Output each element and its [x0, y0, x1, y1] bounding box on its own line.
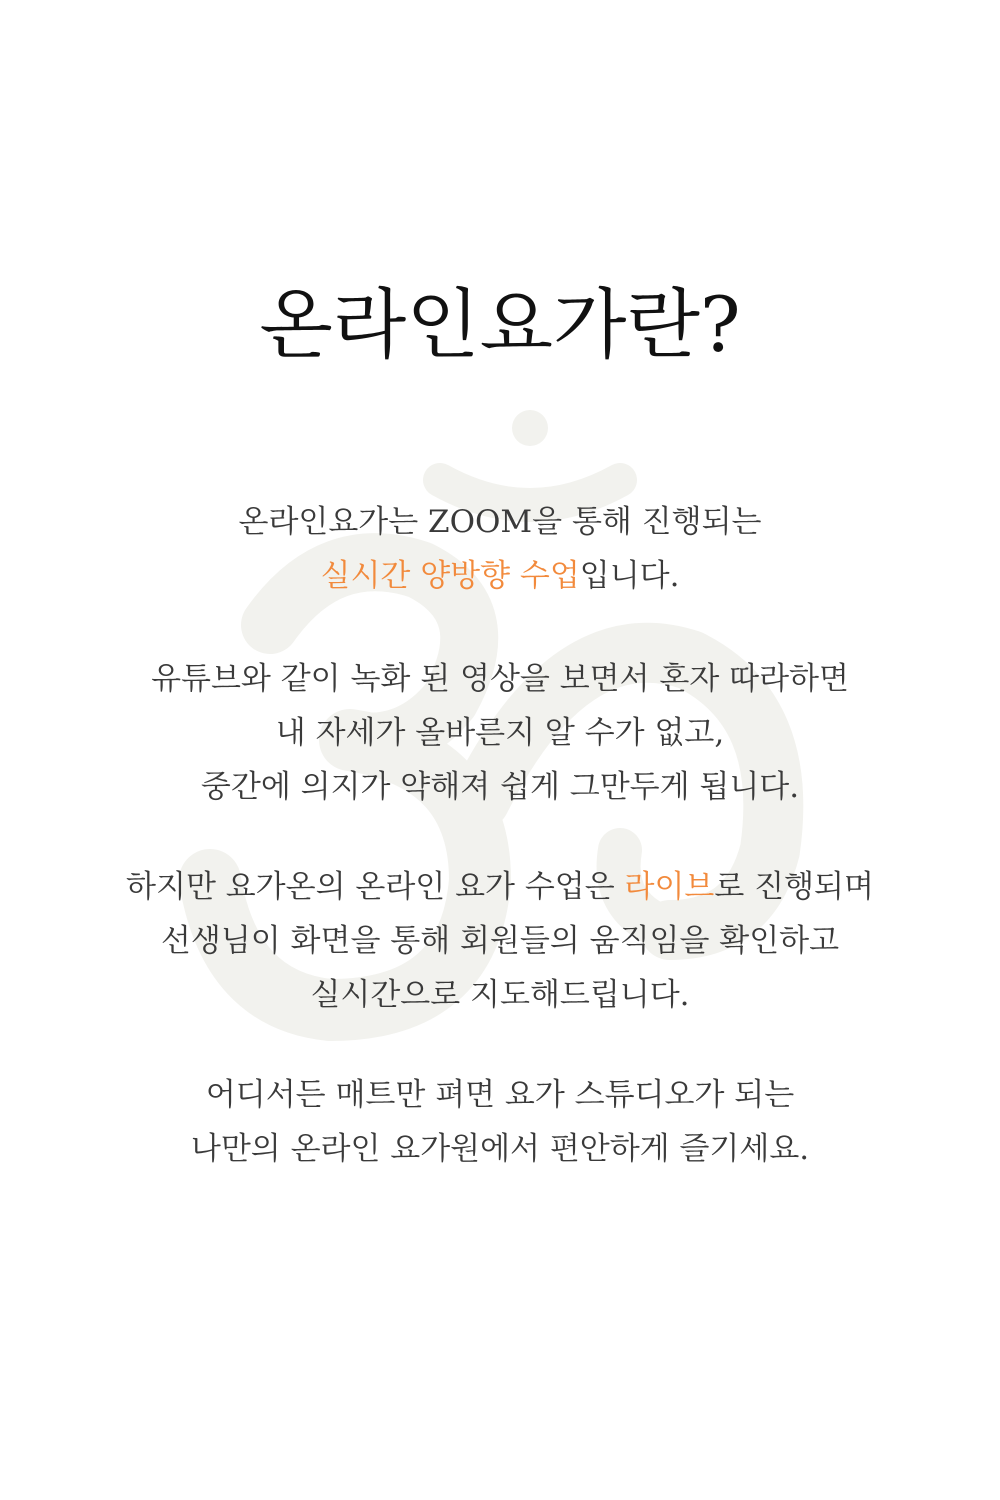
solution-line-2: 선생님이 화면을 통해 회원들의 움직임을 확인하고 — [160, 923, 840, 959]
page-title: 온라인요가란? — [259, 280, 741, 369]
intro-line-2-rest: 입니다. — [579, 558, 680, 594]
solution-line-1 — [0, 860, 1000, 914]
solution-paragraph — [0, 860, 1000, 1022]
closing-paragraph — [0, 1068, 1000, 1176]
intro-line-1: 온라인요가는 ZOOM을 통해 진행되는 — [238, 504, 762, 540]
problem-line-3: 중간에 의지가 약해져 쉽게 그만두게 됩니다. — [200, 769, 800, 805]
problem-line-1: 유튜브와 같이 녹화 된 영상을 보면서 혼자 따라하면 — [151, 661, 849, 697]
problem-paragraph — [0, 652, 1000, 814]
highlight-live-class: 실시간 양방향 수업 — [320, 558, 580, 594]
intro-paragraph — [0, 495, 1000, 603]
closing-line-2: 나만의 온라인 요가원에서 편안하게 즐기세요. — [190, 1131, 810, 1167]
highlight-live: 라이브 — [624, 869, 715, 905]
solution-line-1-post: 로 진행되며 — [714, 869, 874, 905]
problem-line-2: 내 자세가 올바른지 알 수가 없고, — [275, 715, 725, 751]
closing-line-1: 어디서든 매트만 펴면 요가 스튜디오가 되는 — [205, 1077, 795, 1113]
solution-line-3: 실시간으로 지도해드립니다. — [310, 977, 690, 1013]
intro-line-2 — [0, 549, 1000, 603]
solution-line-1-pre: 하지만 요가온의 온라인 요가 수업은 — [126, 869, 625, 905]
